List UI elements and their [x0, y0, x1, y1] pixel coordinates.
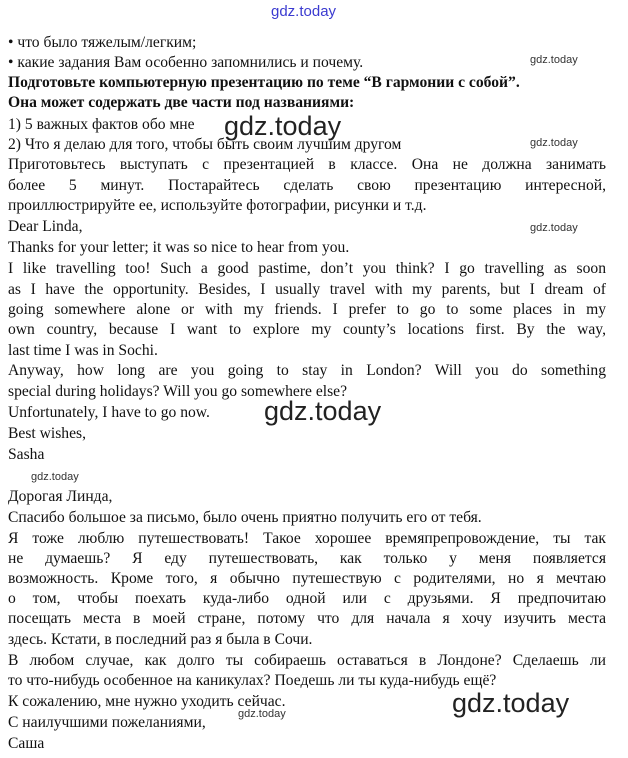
task-item: 2) Что я делаю для того, чтобы быть своим лучшим другом	[8, 136, 402, 153]
letter-en-signature: Sasha	[8, 446, 45, 463]
task-instruction: Приготовьтесь выступать с презентацией в классе. Она не должна занимать	[8, 156, 606, 173]
letter-ru-line: здесь. Кстати, в последний раз я была в Сочи.	[8, 631, 313, 648]
task-bullet: • какие задания Вам особенно запомнились и почему.	[8, 54, 364, 71]
letter-ru-line: посещать места в моей стране, потому что для начала я хочу изучить места	[8, 610, 606, 627]
task-instruction: проиллюстрируйте ее, используйте фотографии, рисунки и т.д.	[8, 197, 427, 214]
letter-ru-line: В любом случае, как долго ты собираешь оставаться в Лондоне? Сделаешь ли	[8, 652, 606, 669]
letter-en-line: Unfortunately, I have to go now.	[8, 404, 210, 421]
letter-ru-line: К сожалению, мне нужно уходить сейчас.	[8, 693, 286, 710]
letter-ru-line: о том, чтобы поехать куда-либо одной или с друзьями. Я предпочитаю	[8, 590, 606, 607]
letter-en-closing: Best wishes,	[8, 425, 86, 442]
watermark-large: gdz.today	[224, 111, 342, 141]
watermark-small: gdz.today	[31, 471, 79, 483]
letter-en-line: special during holidays? Will you go somewhere else?	[8, 383, 348, 400]
letter-en-line: going somewhere alone or with my friends. I prefer to go to some places in my	[8, 301, 606, 318]
letter-ru-line: не думаешь? Я еду путешествовать, как только у меня появляется	[8, 550, 606, 567]
watermark-large: gdz.today	[264, 396, 382, 426]
letter-ru-line: Я тоже люблю путешествовать! Такое хорошее времяпрепровождение, ты так	[8, 530, 606, 547]
watermark-small: gdz.today	[530, 137, 578, 149]
letter-en-greeting: Dear Linda,	[8, 218, 83, 235]
watermark-top: gdz.today	[271, 3, 337, 20]
letter-ru-signature: Саша	[8, 735, 45, 752]
watermark-small: gdz.today	[530, 222, 578, 234]
letter-ru-line: Спасибо большое за письмо, было очень приятно получить его от тебя.	[8, 509, 482, 526]
watermark-small: gdz.today	[238, 708, 286, 720]
letter-en-line: I like travelling too! Such a good pastime, don’t you think? I go travelling as soon	[8, 260, 606, 277]
letter-en-line: last time I was in Sochi.	[8, 342, 158, 359]
task-item: 1) 5 важных фактов обо мне	[8, 116, 195, 133]
letter-ru-line: возможность. Кроме того, я обычно путешествую с родителями, но я мечтаю	[8, 570, 606, 587]
letter-en-line: own country, because I want to explore my county’s locations first. By the way,	[8, 321, 606, 338]
letter-en-line: Thanks for your letter; it was so nice to hear from you.	[8, 239, 350, 256]
watermark-small: gdz.today	[530, 54, 578, 66]
task-heading: Она может содержать две части под названиями:	[8, 94, 355, 111]
letter-ru-line: то что-нибудь особенное на каникулах? Поедешь ли ты куда-нибудь ещё?	[8, 672, 497, 689]
task-heading: Подготовьте компьютерную презентацию по теме “В гармонии с собой”.	[8, 74, 520, 91]
letter-ru-greeting: Дорогая Линда,	[8, 488, 113, 505]
task-instruction: более 5 минут. Постарайтесь сделать свою презентацию интересной,	[8, 177, 606, 194]
task-bullet: • что было тяжелым/легким;	[8, 34, 197, 51]
letter-en-line: Anyway, how long are you going to stay in London? Will you do something	[8, 362, 606, 379]
letter-ru-closing: С наилучшими пожеланиями,	[8, 714, 206, 731]
letter-en-line: as I have the opportunity. Besides, I usually travel with my parents, but I dream of	[8, 281, 606, 298]
watermark-large: gdz.today	[452, 688, 570, 718]
